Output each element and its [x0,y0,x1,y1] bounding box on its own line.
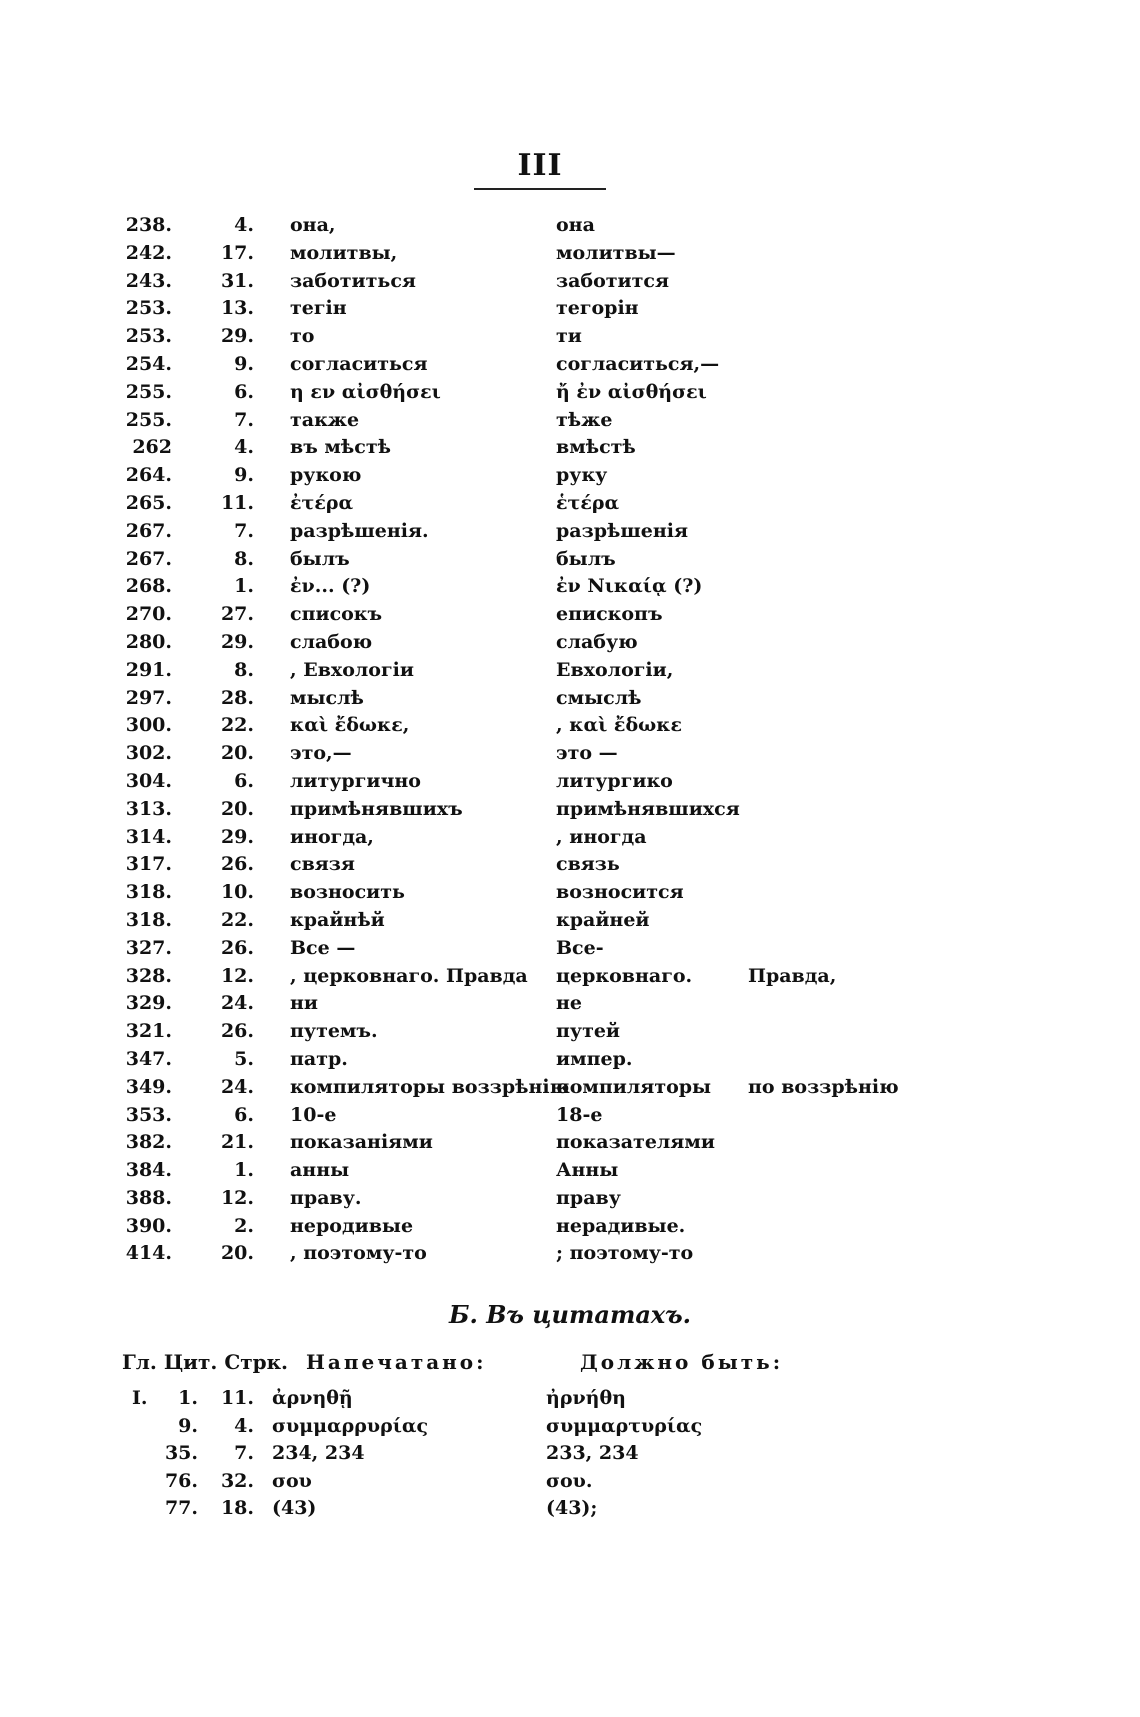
errata-line: 12. [220,964,254,987]
citation-correct: (43); [546,1497,598,1519]
citation-row [0,1413,1140,1441]
errata-page: 243. [125,269,172,292]
errata-printed: разрѣшенія. [290,519,429,542]
errata-correct: ; поэтому-то [556,1242,694,1265]
errata-printed: καὶ ἔδωκε, [290,714,410,737]
errata-printed: компиляторы воззрѣнію [290,1075,570,1098]
citation-line: 11. [220,1387,254,1409]
errata-page: 314. [125,825,172,848]
errata-page: 267. [125,547,172,570]
errata-line: 2. [234,1214,254,1237]
errata-line: 24. [220,992,254,1015]
errata-page: 317. [125,853,172,876]
errata-row [0,1240,1140,1268]
errata-correct: нерадивые. [556,1214,686,1237]
errata-printed: заботиться [290,269,416,292]
citations-header-correct: Должно быть: [580,1350,784,1374]
errata-printed: тегін [290,297,347,320]
citation-line: 18. [220,1497,254,1519]
citation-number: 76. [164,1469,198,1492]
page-number-underline [474,188,606,190]
errata-page: 318. [125,881,172,904]
errata-row [0,685,1140,713]
errata-row [0,240,1140,268]
errata-printed: иногда, [290,825,374,848]
errata-page: 264. [125,464,172,487]
errata-table [0,212,1140,1268]
errata-page: 318. [125,908,172,931]
errata-page: 255. [125,380,172,403]
errata-page: 255. [125,408,172,431]
errata-correct: , καὶ ἔδωκε [556,714,683,737]
errata-correct: , иногда [556,825,647,848]
errata-page: 328. [125,964,172,987]
errata-printed: праву. [290,1186,362,1209]
errata-printed: нeродивые [290,1214,414,1237]
citation-line: 32. [220,1469,254,1492]
errata-printed: связя [290,853,355,876]
errata-row [0,796,1140,824]
errata-row [0,212,1140,240]
errata-printed: , поэтому-то [290,1242,427,1265]
errata-page: 353. [125,1103,172,1126]
errata-line: 24. [220,1075,254,1098]
errata-page: 390. [125,1214,172,1237]
errata-correct: ти [556,325,582,348]
errata-printed: 10-е [290,1103,337,1126]
errata-correct: Анны [556,1159,619,1182]
errata-correct: тегорін [556,297,639,320]
errata-page: 265. [125,491,172,514]
errata-correct: молитвы— [556,241,676,264]
errata-printed: она, [290,214,336,236]
errata-line: 11. [220,491,254,514]
errata-row [0,657,1140,685]
errata-correct: праву [556,1186,621,1209]
errata-line: 6. [234,380,254,403]
errata-page: 300. [125,714,172,737]
errata-page: 321. [125,1020,172,1043]
errata-printed: литургично [290,769,421,792]
errata-printed: молитвы, [290,241,398,264]
citation-number: 1. [178,1387,198,1409]
errata-page: 270. [125,603,172,626]
citation-line: 7. [234,1442,254,1464]
errata-row [0,407,1140,435]
errata-correct: не [556,992,582,1015]
errata-page: 280. [125,630,172,653]
errata-page: 297. [125,686,172,709]
errata-correct: руку [556,464,608,487]
errata-page: 238. [125,214,172,236]
errata-row [0,462,1140,490]
errata-row [0,1102,1140,1130]
section-title: Б. Въ цитатахъ. [448,1300,692,1329]
errata-page: 302. [125,742,172,765]
errata-correct-continued: по воззрѣнію [748,1075,899,1098]
errata-correct: ἑτέρα [556,491,620,514]
errata-page: 384. [125,1159,172,1182]
errata-page: 253. [125,297,172,320]
errata-correct: это — [556,742,618,765]
errata-correct: согласиться,— [556,352,720,375]
errata-page: 382. [125,1131,172,1154]
errata-line: 4. [234,436,254,459]
errata-row [0,573,1140,601]
errata-line: 6. [234,769,254,792]
errata-printed: крайнѣй [290,908,385,931]
errata-page: 254. [125,352,172,375]
errata-line: 4. [234,214,254,236]
errata-row [0,546,1140,574]
errata-row [0,601,1140,629]
citation-printed: (43) [272,1497,317,1519]
errata-correct: церковнаго. [556,964,693,987]
errata-printed: былъ [290,547,350,570]
errata-correct: епископъ [556,603,663,626]
errata-row [0,518,1140,546]
errata-line: 8. [234,658,254,681]
errata-row [0,1157,1140,1185]
errata-line: 20. [220,742,254,765]
citation-correct: συμμαρτυρίας [546,1414,703,1437]
citation-number: 9. [178,1414,198,1437]
errata-line: 20. [220,1242,254,1265]
errata-row [0,1046,1140,1074]
errata-correct: смыслѣ [556,686,642,709]
errata-page: 313. [125,797,172,820]
errata-printed: въ мѣстѣ [290,436,391,459]
errata-printed: патр. [290,1047,348,1070]
errata-correct: былъ [556,547,616,570]
errata-correct: Все- [556,936,604,959]
errata-printed: , церковнаго. Правда [290,964,528,987]
citation-correct: 233, 234 [546,1442,639,1464]
errata-line: 22. [220,714,254,737]
citation-row [0,1468,1140,1496]
citations-header [0,1350,1140,1380]
errata-printed: η εν αἰσθήσει [290,380,441,403]
errata-row [0,1129,1140,1157]
errata-row [0,379,1140,407]
errata-page: 262 [132,436,172,459]
errata-correct: связь [556,853,620,876]
errata-correct: импер. [556,1047,633,1070]
errata-line: 6. [234,1103,254,1126]
errata-row [0,851,1140,879]
errata-printed: мыслѣ [290,686,364,709]
errata-row [0,935,1140,963]
citations-table [0,1385,1140,1523]
errata-page: 291. [125,658,172,681]
citation-printed: 234, 234 [272,1442,365,1464]
errata-correct: литургико [556,769,673,792]
errata-line: 10. [220,881,254,904]
errata-line: 1. [234,1159,254,1182]
citation-correct: ἠρνήθη [546,1387,626,1409]
errata-row [0,295,1140,323]
errata-correct: возносится [556,881,684,904]
errata-correct: Евхологіи, [556,658,674,681]
errata-row [0,268,1140,296]
errata-line: 13. [220,297,254,320]
errata-line: 5. [234,1047,254,1070]
errata-page: 253. [125,325,172,348]
errata-printed: , Евхологіи [290,658,414,681]
errata-printed: Все — [290,936,356,959]
errata-printed: примѣнявшихъ [290,797,463,820]
errata-correct: ἤ ἐν αἰσθήσει [556,380,707,403]
errata-printed: ἐτέρα [290,491,354,514]
errata-correct: заботится [556,269,670,292]
errata-correct: показателями [556,1131,715,1154]
errata-page: 349. [125,1075,172,1098]
errata-printed: это,— [290,742,352,765]
errata-line: 9. [234,464,254,487]
errata-page: 414. [125,1242,172,1265]
citation-number: 35. [164,1442,198,1464]
errata-printed: возносить [290,881,405,904]
citations-header-columns: Гл. Цит. Стрк. [122,1350,289,1374]
errata-line: 29. [220,825,254,848]
errata-printed: показаніями [290,1131,433,1154]
errata-line: 26. [220,936,254,959]
errata-correct: она [556,214,595,236]
errata-line: 26. [220,853,254,876]
errata-printed: путемъ. [290,1020,378,1043]
citation-correct: σου. [546,1469,593,1492]
errata-page: 347. [125,1047,172,1070]
errata-page: 268. [125,575,172,598]
page-number: III [517,148,563,183]
errata-row [0,629,1140,657]
errata-page: 267. [125,519,172,542]
errata-line: 17. [220,241,254,264]
errata-row [0,1213,1140,1241]
errata-line: 22. [220,908,254,931]
errata-line: 31. [220,269,254,292]
errata-line: 21. [220,1131,254,1154]
errata-row [0,434,1140,462]
errata-row [0,351,1140,379]
errata-page: 242. [125,241,172,264]
errata-printed: рукою [290,464,362,487]
citation-number: 77. [164,1497,198,1519]
errata-correct: 18-е [556,1103,603,1126]
errata-correct: ἐν Νικαίᾳ (?) [556,575,703,598]
errata-line: 20. [220,797,254,820]
errata-printed: ни [290,992,318,1015]
errata-row [0,1185,1140,1213]
errata-printed: анны [290,1159,350,1182]
errata-row [0,490,1140,518]
errata-row [0,712,1140,740]
errata-page: 329. [125,992,172,1015]
errata-row [0,907,1140,935]
errata-row [0,740,1140,768]
errata-correct: вмѣстѣ [556,436,636,459]
errata-correct: путей [556,1020,621,1043]
errata-row [0,323,1140,351]
errata-printed: слабою [290,630,373,653]
errata-row [0,768,1140,796]
errata-line: 1. [234,575,254,598]
errata-correct: тѣже [556,408,613,431]
errata-line: 29. [220,630,254,653]
citation-printed: ἀρνηθῇ [272,1387,353,1409]
errata-printed: согласиться [290,352,428,375]
errata-correct: крайней [556,908,650,931]
errata-line: 28. [220,686,254,709]
errata-page: 304. [125,769,172,792]
errata-row [0,1074,1140,1102]
citation-printed: συμμαρρυρίας [272,1414,429,1437]
citation-printed: σου [272,1469,312,1492]
errata-printed: ἐν... (?) [290,575,371,598]
errata-line: 8. [234,547,254,570]
errata-line: 27. [220,603,254,626]
errata-correct-continued: Правда, [748,964,837,987]
errata-line: 7. [234,519,254,542]
citation-row [0,1440,1140,1468]
errata-correct: слабую [556,630,638,653]
errata-printed: списокъ [290,603,383,626]
citation-line: 4. [234,1414,254,1437]
citation-row [0,1385,1140,1413]
errata-correct: разрѣшенія [556,519,689,542]
errata-row [0,824,1140,852]
citation-row [0,1495,1140,1523]
errata-row [0,879,1140,907]
errata-row [0,990,1140,1018]
citation-chapter: I. [132,1387,148,1409]
citations-header-printed: Напечатано: [306,1350,487,1374]
errata-printed: то [290,325,315,348]
errata-page: 388. [125,1186,172,1209]
errata-line: 29. [220,325,254,348]
errata-line: 12. [220,1186,254,1209]
errata-correct: примѣнявшихся [556,797,740,820]
errata-line: 7. [234,408,254,431]
errata-line: 9. [234,352,254,375]
errata-printed: также [290,408,360,431]
errata-line: 26. [220,1020,254,1043]
errata-page: 327. [125,936,172,959]
errata-correct: компиляторы [556,1075,712,1098]
errata-row [0,963,1140,991]
errata-row [0,1018,1140,1046]
